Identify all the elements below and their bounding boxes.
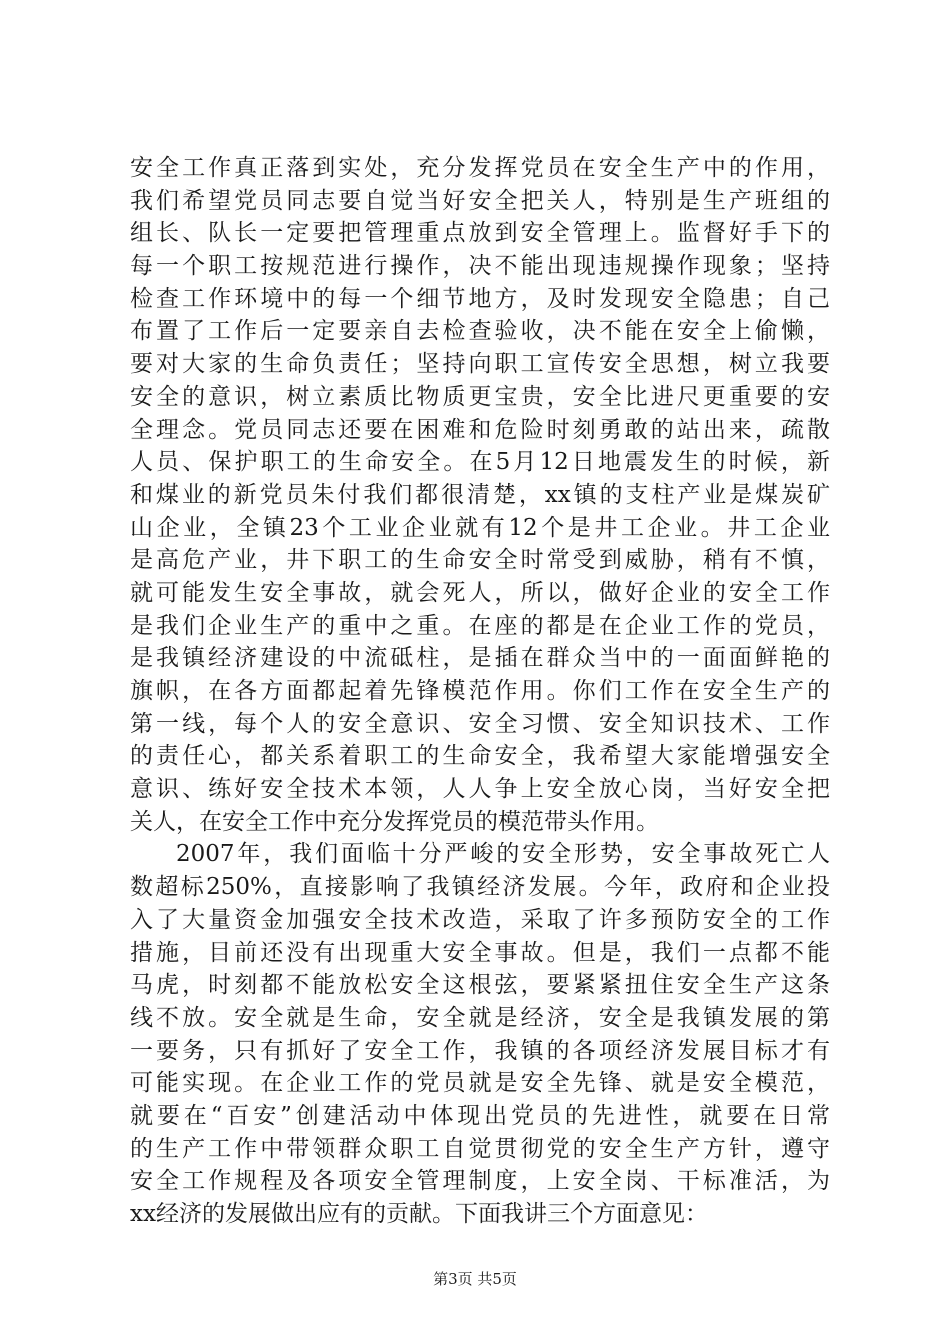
text-line: 措施，目前还没有出现重大安全事故。但是，我们一点都不能 bbox=[130, 939, 830, 966]
text-line: 2007年，我们面临十分严峻的安全形势，安全事故死亡人 bbox=[176, 841, 830, 868]
text-line: 就要在“百安”创建活动中体现出党员的先进性，就要在日常 bbox=[130, 1102, 830, 1129]
text-line: 的责任心，都关系着职工的生命安全，我希望大家能增强安全 bbox=[130, 743, 830, 770]
text-line: 可能实现。在企业工作的党员就是安全先锋、就是安全模范， bbox=[130, 1070, 830, 1097]
text-line: 安全的意识，树立素质比物质更宝贵，安全比进尺更重要的安 bbox=[130, 383, 830, 410]
text-line: 关人，在安全工作中充分发挥党员的模范带头作用。 bbox=[130, 808, 659, 835]
text-line: 旗帜，在各方面都起着先锋模范作用。你们工作在安全生产的 bbox=[130, 678, 830, 704]
text-line: 是我镇经济建设的中流砥柱，是插在群众当中的一面面鲜艳的 bbox=[130, 645, 830, 672]
text-line: 线不放。安全就是生命，安全就是经济，安全是我镇发展的第 bbox=[130, 1004, 830, 1031]
text-line: 每一个职工按规范进行操作，决不能出现违规操作现象；坚持 bbox=[130, 253, 830, 280]
text-line: 和煤业的新党员朱付我们都很清楚，xx镇的支柱产业是煤炭矿 bbox=[130, 481, 830, 508]
text-line: 组长、队长一定要把管理重点放到安全管理上。监督好手下的 bbox=[130, 220, 830, 247]
text-line: 山企业，全镇23个工业企业就有12个是井工企业。井工企业 bbox=[130, 514, 830, 541]
text-line: 安全工作真正落到实处，充分发挥党员在安全生产中的作用， bbox=[130, 155, 830, 181]
text-line: 人员、保护职工的生命安全。在5月12日地震发生的时候，新 bbox=[130, 449, 830, 476]
text-line: 入了大量资金加强安全技术改造，采取了许多预防安全的工作 bbox=[130, 906, 830, 933]
text-line: 全理念。党员同志还要在困难和危险时刻勇敢的站出来，疏散 bbox=[130, 416, 830, 443]
text-line: 意识、练好安全技术本领，人人争上安全放心岗，当好安全把 bbox=[130, 776, 830, 803]
text-line: 就可能发生安全事故，就会死人，所以，做好企业的安全工作 bbox=[130, 579, 830, 606]
text-line: 要对大家的生命负责任；坚持向职工宣传安全思想，树立我要 bbox=[130, 351, 830, 378]
text-line: 一要务，只有抓好了安全工作，我镇的各项经济发展目标才有 bbox=[130, 1037, 830, 1064]
text-line: 检查工作环境中的每一个细节地方，及时发现安全隐患；自己 bbox=[130, 285, 830, 312]
text-line: 的生产工作中带领群众职工自觉贯彻党的安全生产方针，遵守 bbox=[130, 1135, 830, 1162]
body-text bbox=[130, 152, 830, 1231]
text-line: 数超标250%，直接影响了我镇经济发展。今年，政府和企业投 bbox=[130, 874, 830, 901]
page-footer: 第3页 共5页 bbox=[433, 1270, 517, 1288]
text-line: 第一线，每个人的安全意识、安全习惯、安全知识技术、工作 bbox=[130, 710, 830, 737]
text-line: 我们希望党员同志要自觉当好安全把关人，特别是生产班组的 bbox=[130, 187, 830, 214]
text-line: 安全工作规程及各项安全管理制度，上安全岗、干标准活，为 bbox=[130, 1168, 830, 1195]
text-line: xx经济的发展做出应有的贡献。下面我讲三个方面意见： bbox=[130, 1201, 708, 1227]
text-line: 布置了工作后一定要亲自去检查验收，决不能在安全上偷懒， bbox=[130, 318, 830, 345]
text-line: 马虎，时刻都不能放松安全这根弦，要紧紧扭住安全生产这条 bbox=[130, 972, 830, 999]
text-line: 是我们企业生产的重中之重。在座的都是在企业工作的党员， bbox=[130, 612, 830, 639]
text-line: 是高危产业，井下职工的生命安全时常受到威胁，稍有不慎， bbox=[130, 547, 830, 574]
